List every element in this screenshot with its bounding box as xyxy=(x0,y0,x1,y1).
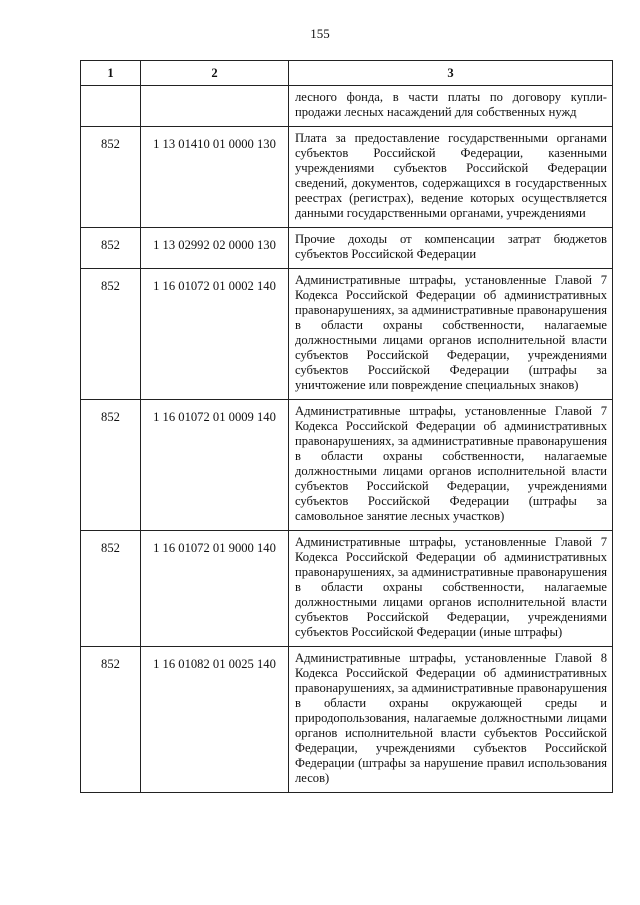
revenue-description-cell: Административные штрафы, установленные Главой 8 Кодекса Российской Федерации об административных правонарушениях, за административные правонарушения в области охраны окружающей среды и природопользования, налагаемые должностными лицами органов исполнительной власти субъектов Российской Федерации, учреждениями субъектов Российской Федерации (штрафы за нарушение правил использования лесов) xyxy=(289,647,613,793)
page-number: 155 xyxy=(310,26,330,41)
table-row xyxy=(81,531,613,647)
admin-code-cell: 852 xyxy=(81,647,141,793)
revenue-code-cell xyxy=(141,86,289,127)
table-header-row xyxy=(81,61,613,86)
column-header-3: 3 xyxy=(289,61,613,86)
revenue-description-cell: Административные штрафы, установленные Главой 7 Кодекса Российской Федерации об административных правонарушениях, за административные правонарушения в области охраны собственности, налагаемые должностными лицами органов исполнительной власти субъектов Российской Федерации, учреждениями субъектов Российской Федерации (штрафы за самовольное занятие лесных участков) xyxy=(289,400,613,531)
table-row xyxy=(81,269,613,400)
table-row xyxy=(81,400,613,531)
admin-code-cell: 852 xyxy=(81,269,141,400)
revenue-description-cell: Административные штрафы, установленные Главой 7 Кодекса Российской Федерации об административных правонарушениях, за административные правонарушения в области охраны собственности, налагаемые должностными лицами органов исполнительной власти субъектов Российской Федерации, учреждениями субъектов Российской Федерации (штрафы за уничтожение или повреждение специальных знаков) xyxy=(289,269,613,400)
admin-code-cell xyxy=(81,86,141,127)
revenue-description-cell: Прочие доходы от компенсации затрат бюджетов субъектов Российской Федерации xyxy=(289,228,613,269)
revenue-code-cell: 1 16 01072 01 0002 140 xyxy=(141,269,289,400)
column-header-1: 1 xyxy=(81,61,141,86)
revenue-code-cell: 1 13 01410 01 0000 130 xyxy=(141,127,289,228)
revenue-code-cell: 1 16 01072 01 9000 140 xyxy=(141,531,289,647)
table-row xyxy=(81,228,613,269)
admin-code-cell: 852 xyxy=(81,228,141,269)
admin-code-cell: 852 xyxy=(81,531,141,647)
revenue-description-cell: лесного фонда, в части платы по договору купли-продажи лесных насаждений для собственных нужд xyxy=(289,86,613,127)
table-row xyxy=(81,127,613,228)
column-header-2: 2 xyxy=(141,61,289,86)
revenue-description-cell: Административные штрафы, установленные Главой 7 Кодекса Российской Федерации об административных правонарушениях, за административные правонарушения в области охраны собственности, налагаемые должностными лицами органов исполнительной власти субъектов Российской Федерации, учреждениями субъектов Российской Федерации (иные штрафы) xyxy=(289,531,613,647)
revenue-code-cell: 1 16 01082 01 0025 140 xyxy=(141,647,289,793)
table-row xyxy=(81,86,613,127)
revenue-code-cell: 1 16 01072 01 0009 140 xyxy=(141,400,289,531)
revenue-description-cell: Плата за предоставление государственными органами субъектов Российской Федерации, казенными учреждениями субъектов Российской Федерации сведений, документов, содержащихся в государственных реестрах (регистрах), ведение которых осуществляется данными государственными органами, учреждениями xyxy=(289,127,613,228)
admin-code-cell: 852 xyxy=(81,400,141,531)
revenue-codes-table xyxy=(80,60,613,793)
revenue-code-cell: 1 13 02992 02 0000 130 xyxy=(141,228,289,269)
admin-code-cell: 852 xyxy=(81,127,141,228)
table-row xyxy=(81,647,613,793)
